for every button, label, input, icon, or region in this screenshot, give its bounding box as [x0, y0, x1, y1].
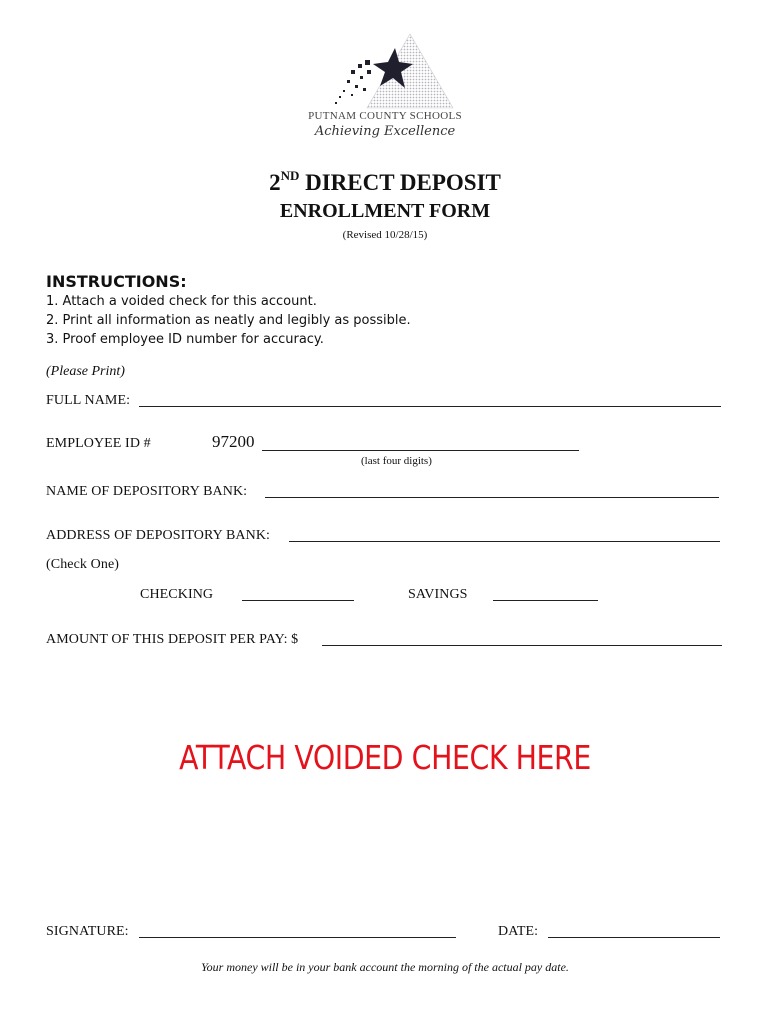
signature-label: SIGNATURE: — [46, 924, 129, 939]
form-title-line1 — [0, 168, 770, 196]
title-superscript: ND — [280, 168, 300, 183]
bank-address-label: ADDRESS OF DEPOSITORY BANK: — [46, 528, 271, 543]
employee-id-field[interactable] — [262, 450, 579, 451]
logo-tagline: Achieving Excellence — [314, 124, 456, 139]
please-print-note: (Please Print) — [46, 364, 125, 379]
check-one-label: (Check One) — [46, 557, 120, 572]
title-rest: DIRECT DEPOSIT — [299, 170, 501, 195]
title-prefix: 2 — [269, 170, 281, 195]
checking-label: CHECKING — [140, 587, 214, 602]
form-title-line2: ENROLLMENT FORM — [279, 200, 491, 222]
employee-id-label: EMPLOYEE ID # — [46, 436, 151, 451]
bank-name-field[interactable] — [265, 497, 719, 498]
bank-address-field[interactable] — [289, 541, 720, 542]
bank-name-label: NAME OF DEPOSITORY BANK: — [46, 484, 248, 499]
date-label: DATE: — [498, 924, 539, 939]
instruction-item: 3. Proof employee ID number for accuracy. — [46, 332, 324, 347]
footer-note: Your money will be in your bank account the morning of the actual pay date. — [201, 960, 569, 974]
revision-date: (Revised 10/28/15) — [342, 229, 428, 241]
deposit-amount-field[interactable] — [322, 645, 722, 646]
instruction-item: 1. Attach a voided check for this account. — [46, 294, 317, 309]
attach-check-notice: ATTACH VOIDED CHECK HERE — [179, 738, 591, 777]
savings-field[interactable] — [493, 600, 598, 601]
date-field[interactable] — [548, 937, 720, 938]
employee-id-value: 97200 — [212, 432, 255, 451]
school-logo — [325, 30, 455, 110]
savings-label: SAVINGS — [408, 587, 468, 602]
logo-org-name: PUTNAM COUNTY SCHOOLS — [308, 110, 462, 122]
star-triangle-logo-icon — [325, 30, 455, 110]
deposit-amount-label: AMOUNT OF THIS DEPOSIT PER PAY: $ — [46, 632, 299, 647]
checking-field[interactable] — [242, 600, 354, 601]
employee-id-hint: (last four digits) — [361, 455, 432, 467]
full-name-field[interactable] — [139, 406, 721, 407]
instructions-heading: INSTRUCTIONS: — [46, 272, 187, 291]
instruction-item: 2. Print all information as neatly and legibly as possible. — [46, 313, 411, 328]
full-name-label: FULL NAME: — [46, 393, 131, 408]
signature-field[interactable] — [139, 937, 456, 938]
